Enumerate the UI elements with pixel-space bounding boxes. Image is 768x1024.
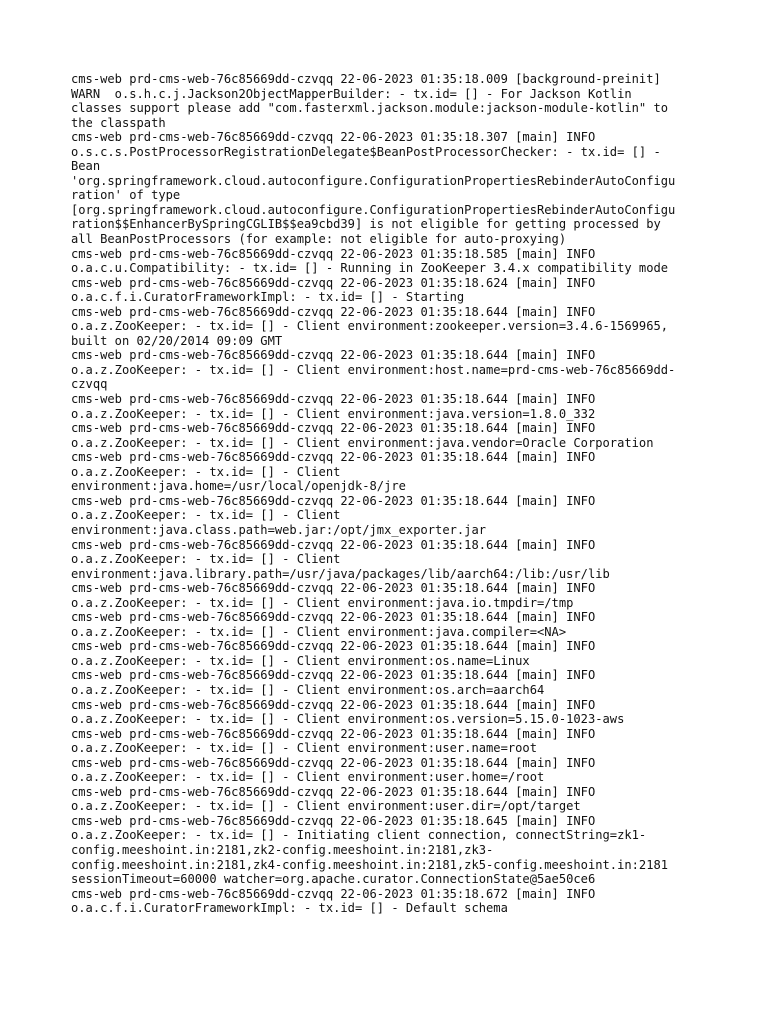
log-line: cms-web prd-cms-web-76c85669dd-czvqq 22-06-2023 01:35:18.644 [main] INFO	[71, 450, 596, 465]
log-line: cms-web prd-cms-web-76c85669dd-czvqq 22-06-2023 01:35:18.624 [main] INFO	[71, 275, 596, 290]
log-line: cms-web prd-cms-web-76c85669dd-czvqq 22-06-2023 01:35:18.644 [main] INFO	[71, 697, 596, 712]
log-line: cms-web prd-cms-web-76c85669dd-czvqq 22-06-2023 01:35:18.644 [main] INFO	[71, 493, 596, 508]
log-text	[71, 72, 728, 916]
log-line: o.a.z.ZooKeeper: - tx.id= [] - Client	[71, 508, 341, 523]
log-line: czvqq	[71, 377, 108, 392]
log-line: o.a.z.ZooKeeper: - tx.id= [] - Client	[71, 552, 341, 567]
log-line: o.a.z.ZooKeeper: - tx.id= [] - Client environment:zookeeper.version=3.4.6-1569965,	[71, 319, 669, 334]
log-line: cms-web prd-cms-web-76c85669dd-czvqq 22-06-2023 01:35:18.644 [main] INFO	[71, 581, 596, 596]
log-line: o.a.z.ZooKeeper: - tx.id= [] - Client environment:user.dir=/opt/target	[71, 799, 581, 814]
log-line: sessionTimeout=60000 watcher=org.apache.curator.ConnectionState@5ae50ce6	[71, 872, 596, 887]
log-line: Bean	[71, 159, 101, 174]
log-line: o.a.z.ZooKeeper: - tx.id= [] - Client environment:java.compiler=<NA>	[71, 624, 567, 639]
log-line: the classpath	[71, 115, 166, 130]
log-line: o.a.z.ZooKeeper: - tx.id= [] - Client environment:user.name=root	[71, 741, 537, 756]
log-line: cms-web prd-cms-web-76c85669dd-czvqq 22-06-2023 01:35:18.644 [main] INFO	[71, 421, 596, 436]
log-line: ration$$EnhancerBySpringCGLIB$$ea9cbd39] is not eligible for getting processed by	[71, 217, 661, 232]
log-line: o.a.c.f.i.CuratorFrameworkImpl: - tx.id= [] - Starting	[71, 290, 465, 305]
log-line: WARN o.s.h.c.j.Jackson2ObjectMapperBuilder: - tx.id= [] - For Jackson Kotlin	[71, 86, 632, 101]
log-line: cms-web prd-cms-web-76c85669dd-czvqq 22-06-2023 01:35:18.672 [main] INFO	[71, 886, 596, 901]
log-line: cms-web prd-cms-web-76c85669dd-czvqq 22-06-2023 01:35:18.644 [main] INFO	[71, 537, 596, 552]
log-line: cms-web prd-cms-web-76c85669dd-czvqq 22-06-2023 01:35:18.645 [main] INFO	[71, 813, 596, 828]
log-line: o.a.z.ZooKeeper: - tx.id= [] - Client environment:os.arch=aarch64	[71, 682, 545, 697]
log-line: o.a.z.ZooKeeper: - tx.id= [] - Client environment:java.version=1.8.0_332	[71, 406, 596, 421]
log-line: o.a.z.ZooKeeper: - tx.id= [] - Client environment:os.name=Linux	[71, 653, 530, 668]
log-line: o.a.z.ZooKeeper: - tx.id= [] - Client environment:user.home=/root	[71, 770, 545, 785]
log-line: all BeanPostProcessors (for example: not eligible for auto-proxying)	[71, 232, 567, 247]
log-line: o.s.c.s.PostProcessorRegistrationDelegate$BeanPostProcessorChecker: - tx.id= [] -	[71, 144, 661, 159]
log-line: cms-web prd-cms-web-76c85669dd-czvqq 22-06-2023 01:35:18.585 [main] INFO	[71, 246, 596, 261]
log-line: ration' of type	[71, 188, 181, 203]
log-line: config.meeshoint.in:2181,zk4-config.meeshoint.in:2181,zk5-config.meeshoint.in:2181	[71, 857, 669, 872]
log-line: [org.springframework.cloud.autoconfigure.ConfigurationPropertiesRebinderAutoConfigu	[71, 202, 676, 217]
log-line: environment:java.class.path=web.jar:/opt/jmx_exporter.jar	[71, 522, 487, 537]
log-line: cms-web prd-cms-web-76c85669dd-czvqq 22-06-2023 01:35:18.644 [main] INFO	[71, 348, 596, 363]
log-line: o.a.c.f.i.CuratorFrameworkImpl: - tx.id= [] - Default schema	[71, 901, 508, 916]
log-line: o.a.z.ZooKeeper: - tx.id= [] - Client environment:java.vendor=Oracle Corporation	[71, 435, 654, 450]
log-line: built on 02/20/2014 09:09 GMT	[71, 333, 283, 348]
log-line: cms-web prd-cms-web-76c85669dd-czvqq 22-06-2023 01:35:18.644 [main] INFO	[71, 392, 596, 407]
log-line: classes support please add "com.fasterxml.jackson.module:jackson-module-kotlin" to	[71, 101, 669, 116]
log-line: cms-web prd-cms-web-76c85669dd-czvqq 22-06-2023 01:35:18.644 [main] INFO	[71, 784, 596, 799]
log-line: o.a.z.ZooKeeper: - tx.id= [] - Client environment:host.name=prd-cms-web-76c85669dd-	[71, 362, 676, 377]
log-line: o.a.z.ZooKeeper: - tx.id= [] - Client environment:os.version=5.15.0-1023-aws	[71, 712, 625, 727]
log-line: cms-web prd-cms-web-76c85669dd-czvqq 22-06-2023 01:35:18.644 [main] INFO	[71, 726, 596, 741]
log-line: environment:java.home=/usr/local/openjdk-8/jre	[71, 479, 406, 494]
log-line: 'org.springframework.cloud.autoconfigure.ConfigurationPropertiesRebinderAutoConfigu	[71, 173, 676, 188]
log-line: cms-web prd-cms-web-76c85669dd-czvqq 22-06-2023 01:35:18.644 [main] INFO	[71, 755, 596, 770]
log-line: o.a.z.ZooKeeper: - tx.id= [] - Client	[71, 464, 341, 479]
log-line: cms-web prd-cms-web-76c85669dd-czvqq 22-06-2023 01:35:18.644 [main] INFO	[71, 639, 596, 654]
log-line: o.a.c.u.Compatibility: - tx.id= [] - Running in ZooKeeper 3.4.x compatibility mode	[71, 261, 669, 276]
log-line: config.meeshoint.in:2181,zk2-config.meeshoint.in:2181,zk3-	[71, 842, 494, 857]
log-line: cms-web prd-cms-web-76c85669dd-czvqq 22-06-2023 01:35:18.009 [background-preinit]	[71, 72, 661, 86]
log-line: environment:java.library.path=/usr/java/packages/lib/aarch64:/lib:/usr/lib	[71, 566, 610, 581]
log-line: o.a.z.ZooKeeper: - tx.id= [] - Initiating client connection, connectString=zk1-	[71, 828, 647, 843]
log-line: o.a.z.ZooKeeper: - tx.id= [] - Client environment:java.io.tmpdir=/tmp	[71, 595, 574, 610]
log-line: cms-web prd-cms-web-76c85669dd-czvqq 22-06-2023 01:35:18.307 [main] INFO	[71, 130, 596, 145]
log-line: cms-web prd-cms-web-76c85669dd-czvqq 22-06-2023 01:35:18.644 [main] INFO	[71, 668, 596, 683]
log-line: cms-web prd-cms-web-76c85669dd-czvqq 22-06-2023 01:35:18.644 [main] INFO	[71, 610, 596, 625]
log-line: cms-web prd-cms-web-76c85669dd-czvqq 22-06-2023 01:35:18.644 [main] INFO	[71, 304, 596, 319]
